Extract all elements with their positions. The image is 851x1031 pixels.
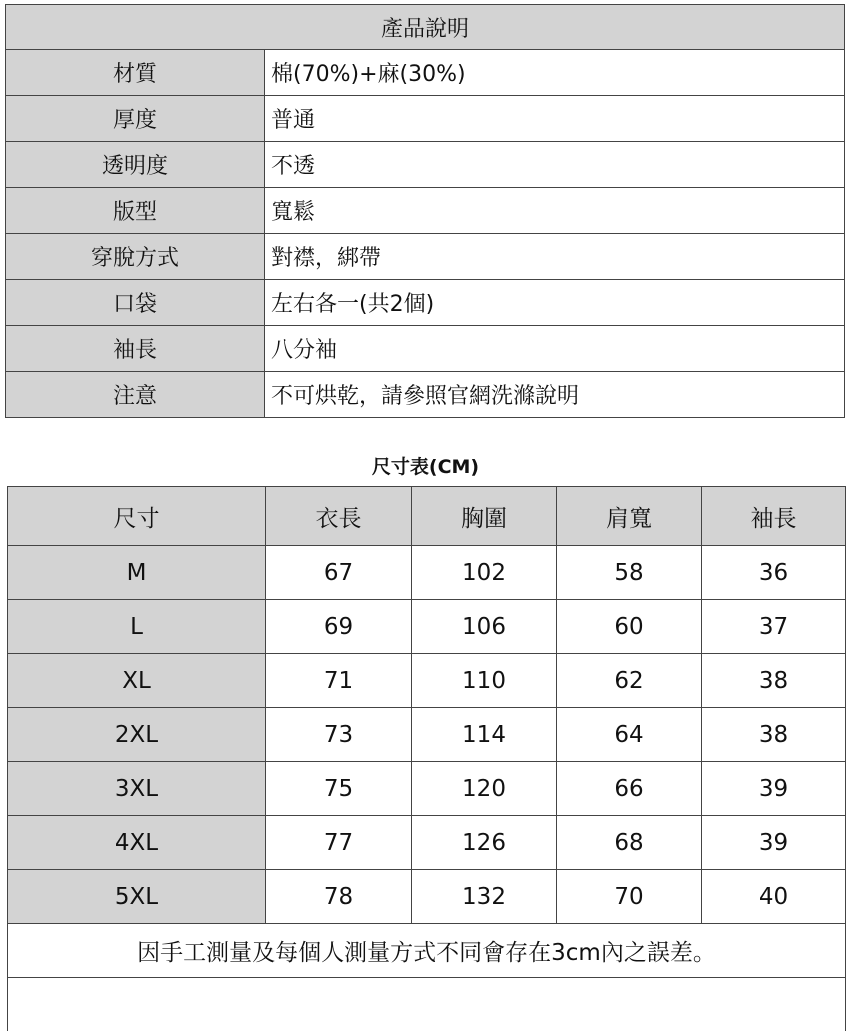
size-chart-table	[7, 486, 846, 1031]
column-header-size: 尺寸	[8, 487, 266, 546]
description-row	[6, 142, 845, 188]
length-cell: 75	[266, 762, 412, 816]
product-description-table	[5, 4, 845, 418]
column-header-sleeve: 袖長	[702, 487, 846, 546]
size-row	[8, 762, 846, 816]
length-cell: 67	[266, 546, 412, 600]
description-value: 棉(70%)+麻(30%)	[265, 50, 845, 96]
size-row	[8, 546, 846, 600]
size-cell: 2XL	[8, 708, 266, 762]
sleeve-cell: 40	[702, 870, 846, 924]
size-row	[8, 708, 846, 762]
description-row	[6, 280, 845, 326]
chest-cell: 106	[412, 600, 557, 654]
size-cell: M	[8, 546, 266, 600]
chest-cell: 114	[412, 708, 557, 762]
measurement-note: 因手工測量及每個人測量方式不同會存在3cm內之誤差。	[8, 924, 846, 978]
description-label: 透明度	[6, 142, 265, 188]
description-label: 厚度	[6, 96, 265, 142]
description-value: 寬鬆	[265, 188, 845, 234]
description-row	[6, 50, 845, 96]
description-value: 左右各一(共2個)	[265, 280, 845, 326]
shoulder-cell: 58	[557, 546, 702, 600]
sleeve-cell: 37	[702, 600, 846, 654]
length-cell: 77	[266, 816, 412, 870]
shoulder-cell: 62	[557, 654, 702, 708]
description-label: 注意	[6, 372, 265, 418]
sleeve-cell: 39	[702, 816, 846, 870]
size-header-row	[8, 487, 846, 546]
sleeve-cell: 38	[702, 708, 846, 762]
size-cell: 3XL	[8, 762, 266, 816]
size-cell: 5XL	[8, 870, 266, 924]
description-row	[6, 188, 845, 234]
size-row	[8, 816, 846, 870]
chest-cell: 120	[412, 762, 557, 816]
chest-cell: 102	[412, 546, 557, 600]
description-value: 普通	[265, 96, 845, 142]
column-header-chest: 胸圍	[412, 487, 557, 546]
chest-cell: 132	[412, 870, 557, 924]
column-header-length: 衣長	[266, 487, 412, 546]
shoulder-cell: 64	[557, 708, 702, 762]
description-row	[6, 234, 845, 280]
description-value: 八分袖	[265, 326, 845, 372]
description-row	[6, 96, 845, 142]
size-row	[8, 654, 846, 708]
length-cell: 73	[266, 708, 412, 762]
chest-cell: 126	[412, 816, 557, 870]
description-label: 穿脫方式	[6, 234, 265, 280]
blank-cell	[8, 978, 846, 1031]
description-row	[6, 326, 845, 372]
size-cell: 4XL	[8, 816, 266, 870]
sleeve-cell: 36	[702, 546, 846, 600]
description-label: 袖長	[6, 326, 265, 372]
length-cell: 69	[266, 600, 412, 654]
sleeve-cell: 38	[702, 654, 846, 708]
description-label: 口袋	[6, 280, 265, 326]
shoulder-cell: 60	[557, 600, 702, 654]
description-row	[6, 372, 845, 418]
size-cell: L	[8, 600, 266, 654]
size-row	[8, 870, 846, 924]
description-label: 材質	[6, 50, 265, 96]
description-value: 不可烘乾，請參照官網洗滌說明	[265, 372, 845, 418]
shoulder-cell: 68	[557, 816, 702, 870]
size-chart-title: 尺寸表(CM)	[0, 452, 851, 479]
description-value: 對襟，綁帶	[265, 234, 845, 280]
length-cell: 71	[266, 654, 412, 708]
shoulder-cell: 66	[557, 762, 702, 816]
shoulder-cell: 70	[557, 870, 702, 924]
size-row	[8, 600, 846, 654]
blank-row	[8, 978, 846, 1031]
description-value: 不透	[265, 142, 845, 188]
column-header-shoulder: 肩寬	[557, 487, 702, 546]
sleeve-cell: 39	[702, 762, 846, 816]
length-cell: 78	[266, 870, 412, 924]
chest-cell: 110	[412, 654, 557, 708]
size-cell: XL	[8, 654, 266, 708]
description-title: 產品說明	[6, 5, 845, 50]
description-label: 版型	[6, 188, 265, 234]
measurement-note-row	[8, 924, 846, 978]
